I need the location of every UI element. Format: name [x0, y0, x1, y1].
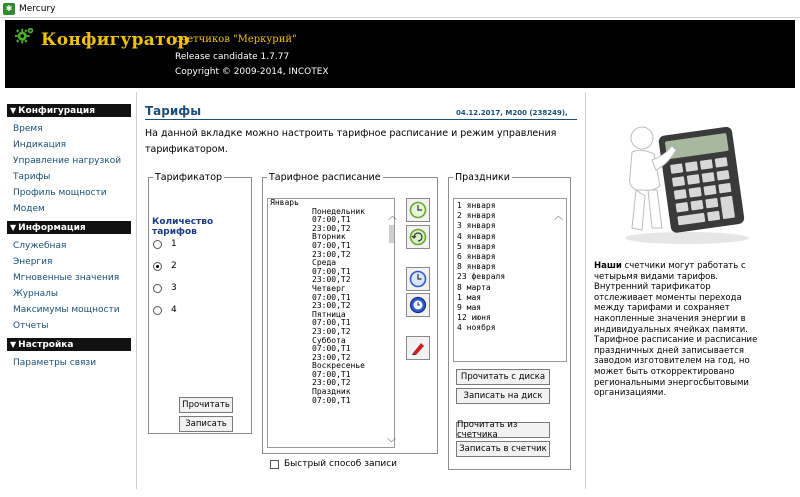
schedule-month[interactable]: Январь [270, 198, 299, 207]
schedule-time-entry[interactable]: 23:00,T2 [312, 301, 351, 311]
clock-settings-icon [409, 296, 427, 314]
schedule-day[interactable]: Понедельник [312, 206, 365, 216]
schedule-group [262, 172, 438, 454]
holiday-item[interactable]: 8 января [457, 262, 496, 272]
clock-settings-button[interactable] [406, 293, 430, 317]
app-title: Конфигуратор [41, 30, 190, 50]
sidebar-item-service[interactable]: Служебная [13, 241, 67, 251]
page-status: 04.12.2017, M200 (238249), [456, 109, 568, 117]
sidebar-item-power-max[interactable]: Максимумы мощности [13, 305, 120, 315]
holiday-item[interactable]: 1 мая [457, 292, 482, 302]
tarificator-read-button[interactable]: Прочитать [179, 397, 233, 413]
divider [136, 92, 137, 489]
tariff-count-option-1[interactable]: 1 [153, 239, 177, 249]
clock-blue-button[interactable] [406, 267, 430, 291]
schedule-time-entry[interactable]: 23:00,T2 [312, 326, 351, 336]
fast-write-checkbox[interactable] [270, 460, 279, 469]
sidebar-item-logs[interactable]: Журналы [13, 289, 58, 299]
holiday-item[interactable]: 3 января [457, 221, 496, 231]
read-from-disk-button[interactable]: Прочитать с диска [456, 369, 550, 385]
tariff-count-option-4[interactable]: 4 [153, 305, 177, 315]
triangle-down-icon: ▼ [10, 223, 17, 232]
info-body: счетчики могут работать с четырьмя видами тарифов. Внутренний тарификатор отслеживает моменты перехода между тарифами и сохраняет накопленные значения энергии в индивидуальных ячейках памяти. Тарифное расписание и расписание праздничных дней записывается заводом изготовителем на год, но может быть откорректировано региональными энергосбытовыми организациями. [594, 261, 758, 399]
edit-button[interactable] [406, 336, 430, 360]
schedule-day[interactable]: Четверг [312, 283, 346, 293]
app-subtitle: счетчиков "Меркурий" [175, 34, 297, 45]
sidebar-section-config[interactable]: ▼ Конфигурация [7, 104, 131, 117]
gear-icon [14, 26, 36, 48]
schedule-day[interactable]: Праздник [312, 387, 351, 397]
schedule-time-entry[interactable]: 23:00,T2 [312, 378, 351, 388]
schedule-time-entry[interactable]: 07:00,T1 [312, 215, 351, 225]
holiday-item[interactable]: 23 февраля [457, 272, 506, 282]
schedule-time-entry[interactable]: 23:00,T2 [312, 275, 351, 285]
fast-write-toggle[interactable] [270, 459, 397, 469]
page-intro: На данной вкладке можно настроить тарифное расписание и режим управления тарификатором. [145, 128, 557, 155]
pen-icon [409, 339, 427, 357]
schedule-time-entry[interactable]: 23:00,T2 [312, 249, 351, 259]
clock-add-icon [409, 201, 427, 219]
tarificator-legend: Тарификатор [155, 172, 223, 183]
holiday-item[interactable]: 1 января [457, 201, 496, 210]
holiday-item[interactable]: 6 января [457, 252, 496, 262]
schedule-day[interactable]: Вторник [312, 232, 346, 242]
add-time-button[interactable] [406, 198, 430, 222]
sidebar-item-instant-values[interactable]: Мгновенные значения [13, 273, 120, 283]
info-text [594, 261, 768, 399]
chevron-down-icon[interactable]: ﹀ [387, 439, 397, 449]
holiday-item[interactable]: 9 мая [457, 303, 482, 313]
schedule-day[interactable]: Воскресенье [312, 361, 365, 371]
chevron-up-icon[interactable]: ︿ [388, 212, 398, 222]
schedule-time-entry[interactable]: 23:00,T2 [312, 352, 351, 362]
sidebar-section-info[interactable]: ▼ Информация [7, 221, 131, 234]
holiday-item[interactable]: 4 ноября [457, 323, 496, 333]
schedule-day[interactable]: Суббота [312, 335, 346, 345]
schedule-legend: Тарифное расписание [269, 172, 381, 183]
radio-button-checked[interactable] [153, 262, 162, 271]
schedule-time-entry[interactable]: 23:00,T2 [312, 223, 351, 233]
schedule-time-entry[interactable]: 07:00,T1 [312, 344, 351, 354]
sidebar-section-settings[interactable]: ▼ Настройка [7, 338, 131, 351]
copyright-info: Copyright © 2009-2014, INCOTEX [175, 67, 329, 77]
radio-button[interactable] [153, 284, 162, 293]
tariff-count-option-2[interactable]: 2 [153, 261, 177, 271]
sidebar-item-energy[interactable]: Энергия [13, 257, 53, 267]
holidays-legend: Праздники [455, 172, 510, 183]
chevron-up-icon[interactable]: ︿ [554, 212, 564, 222]
radio-button[interactable] [153, 306, 162, 315]
window-title: Mercury [19, 3, 56, 14]
fast-write-label: Быстрый способ записи [284, 459, 398, 469]
sidebar-item-tariffs[interactable]: Тарифы [13, 172, 51, 182]
holiday-item[interactable]: 12 июня [457, 313, 491, 323]
clock-refresh-icon [409, 228, 427, 246]
page-title: Тарифы [145, 104, 202, 118]
read-from-meter-button[interactable]: Прочитать из счетчика [456, 422, 550, 438]
schedule-time-entry[interactable]: 07:00,T1 [312, 292, 351, 302]
sidebar-item-time[interactable]: Время [13, 124, 43, 134]
sidebar-item-load-control[interactable]: Управление нагрузкой [13, 156, 122, 166]
radio-button[interactable] [153, 240, 162, 249]
triangle-down-icon: ▼ [10, 340, 17, 349]
schedule-list[interactable] [267, 198, 398, 448]
scrollbar-thumb[interactable] [389, 225, 394, 243]
refresh-time-button[interactable] [406, 225, 430, 249]
calculator-man-illustration [612, 116, 772, 246]
divider [585, 92, 586, 489]
tariff-count-option-3[interactable]: 3 [153, 283, 177, 293]
sidebar-item-modem[interactable]: Модем [13, 204, 45, 214]
schedule-day[interactable]: Пятница [312, 309, 346, 319]
write-to-meter-button[interactable]: Записать в счетчик [456, 441, 550, 457]
release-info: Release candidate 1.7.77 [175, 52, 290, 62]
tarificator-group [148, 172, 252, 434]
header-banner [5, 20, 795, 88]
sidebar-item-power-profile[interactable]: Профиль мощности [13, 188, 107, 198]
write-to-disk-button[interactable]: Записать на диск [456, 388, 550, 404]
sidebar-item-reports[interactable]: Отчеты [13, 321, 49, 331]
holidays-group [448, 172, 571, 470]
schedule-time-entry[interactable]: 07:00,T1 [312, 266, 351, 276]
holiday-item[interactable]: 8 марта [457, 282, 491, 292]
holiday-item[interactable]: 5 января [457, 241, 496, 251]
sidebar-item-display[interactable]: Индикация [13, 140, 67, 150]
holiday-item[interactable]: 2 января [457, 211, 496, 221]
window-titlebar [0, 0, 800, 18]
schedule-time-entry[interactable]: 07:00,T1 [312, 395, 351, 405]
sidebar-item-connection-params[interactable]: Параметры связи [13, 358, 97, 368]
clock-blue-icon [409, 270, 427, 288]
app-icon: ✱ [3, 3, 15, 15]
triangle-down-icon: ▼ [10, 106, 17, 115]
schedule-time-entry[interactable]: 07:00,T1 [312, 240, 351, 250]
schedule-time-entry[interactable]: 07:00,T1 [312, 369, 351, 379]
tarificator-write-button[interactable]: Записать [179, 416, 233, 432]
schedule-time-entry[interactable]: 07:00,T1 [312, 318, 351, 328]
info-lead: Наши [594, 261, 622, 271]
tariff-count-label: Количество тарифов [152, 217, 214, 237]
holiday-item[interactable]: 4 января [457, 231, 496, 241]
sidebar [7, 104, 131, 371]
holidays-list[interactable] [453, 198, 567, 362]
schedule-day[interactable]: Среда [312, 258, 337, 268]
title-rule [145, 119, 577, 120]
